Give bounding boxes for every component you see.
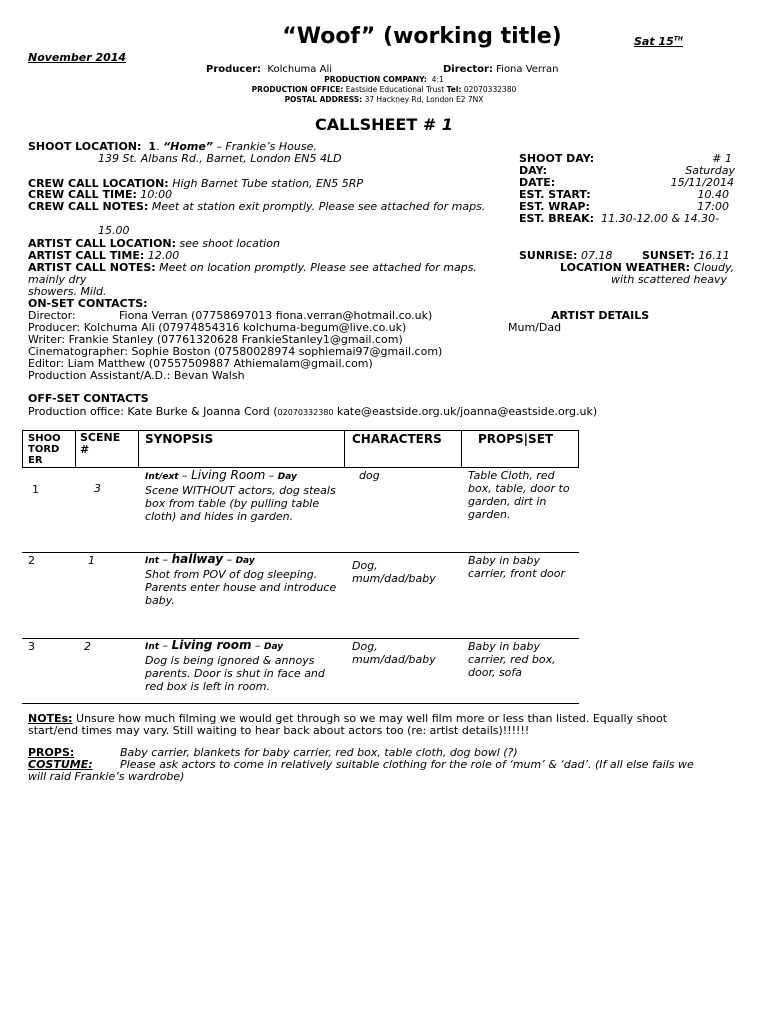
props-label: PROPS: [28,746,75,759]
est-wrap-label: EST. WRAP: [519,200,590,213]
est-wrap-value: 17:00 [697,200,729,213]
office-line: PRODUCTION OFFICE: Eastside Educational Trust Tel: 02070332380 [251,85,517,94]
onset-editor: Editor: Liam Matthew (07557509887 Athiemalam@gmail.com) [28,357,373,370]
table-header-divider [138,430,139,468]
col-header-order: SHOO TORD ER [28,433,61,466]
day-value: Saturday [685,164,735,177]
table-header-bottom-border [22,467,579,468]
onset-director: Fiona Verran (07758697013 fiona.verran@hotmail.co.uk) [119,309,433,322]
table-header-divider [461,430,462,468]
row-1-props: Table Cloth, red box, table, door to garden, dirt in garden. [468,469,570,521]
costume-text: Please ask actors to come in relatively suitable clothing for the role of ‘mum’ & ‘dad’. (If all else fails we [120,758,694,771]
row-2-scene: 1 [88,554,95,567]
row-3-synopsis: Int – Living room – Day Dog is being ignored & annoys parents. Door is shut in face and red box is left in room. [145,638,325,693]
notes-line-1: NOTEs: Unsure how much filming we would get through so we may well film more or less than listed. Equally shoot [28,712,668,725]
weather-showers: showers. Mild. [28,285,107,298]
col-header-props: PROPS|SET [478,432,554,446]
row-1-order: 1 [32,483,39,496]
onset-writer: Writer: Frankie Stanley (07761320628 FrankieStanley1@gmail.com) [28,333,403,346]
document-title: “Woof” (working title) [282,24,562,49]
callsheet-title: CALLSHEET # 1 [315,115,453,134]
row-1-characters: dog [359,469,380,482]
postal-line: POSTAL ADDRESS: 37 Hackney Rd, London E2 7NX [284,95,484,104]
shoot-location: SHOOT LOCATION: 1. “Home” – Frankie’s House. [28,140,317,153]
row-1-synopsis: Int/ext – Living Room – Day Scene WITHOUT actors, dog steals box from table (by pulling table cloth) and hides in garden. [145,468,336,523]
day-label: DAY: [519,164,547,177]
artist-details-value: Mum/Dad [508,321,562,334]
row-2-characters: Dog, mum/dad/baby [352,559,436,585]
onset-pa: Production Assistant/A.D.: Bevan Walsh [28,369,245,382]
director-line: Director: Fiona Verran [443,64,559,75]
row-1-scene: 3 [94,482,101,495]
row-2-order: 2 [28,554,35,567]
weather-mainly-dry: mainly dry [28,273,87,286]
company-line: PRODUCTION COMPANY: 4:1 [324,75,444,84]
onset-cinematographer: Cinematographer: Sophie Boston (07580028974 sophiemai97@gmail.com) [28,345,443,358]
table-header-divider [75,430,76,468]
shoot-location-address: 139 St. Albans Rd., Barnet, London EN5 4LD [98,152,342,165]
est-start-value: 10.40 [697,188,729,201]
table-bottom-border [22,703,579,704]
location-weather: LOCATION WEATHER: Cloudy, [560,261,735,274]
props-text: Baby carrier, blankets for baby carrier, red box, table cloth, dog bowl (?) [120,746,518,759]
col-header-synopsis: SYNOPSIS [145,432,214,446]
crew-call-notes: CREW CALL NOTES: Meet at station exit promptly. Please see attached for maps. [28,200,486,213]
date-value: 15/11/2014 [670,176,734,189]
shoot-day-value: # 1 [712,152,732,165]
table-header-divider [578,430,579,468]
sunrise: SUNRISE: 07.18 [519,249,613,262]
shoot-day-label: SHOOT DAY: [519,152,595,165]
costume-text-continued: will raid Frankie’s wardrobe) [28,770,185,783]
est-start-label: EST. START: [519,188,591,201]
notes-line-2: start/end times may vary. Still waiting to hear back about actors too (re: artist details)!!!!!! [28,724,530,737]
artist-call-time: ARTIST CALL TIME: 12.00 [28,249,180,262]
col-header-characters: CHARACTERS [352,432,442,446]
artist-details-title: ARTIST DETAILS [551,309,650,322]
offset-contacts-title: OFF-SET CONTACTS [28,392,149,405]
sunset: SUNSET: 16.11 [642,249,730,262]
artist-call-location: ARTIST CALL LOCATION: see shoot location [28,237,280,250]
row-3-order: 3 [28,640,35,653]
artist-call-notes: ARTIST CALL NOTES: Meet on location promptly. Please see attached for maps. [28,261,477,274]
weather-line-2: with scattered heavy [610,273,727,286]
producer-line: Producer: Kolchuma Ali [206,64,332,75]
table-header-divider [22,430,23,468]
costume-label: COSTUME: [28,758,93,771]
crew-call-location: CREW CALL LOCATION: High Barnet Tube station, EN5 5RP [28,177,363,190]
row-3-scene: 2 [84,640,91,653]
row-2-synopsis: Int – hallway – Day Shot from POV of dog sleeping. Parents enter house and introduce baby. [145,552,337,607]
row-2-props: Baby in baby carrier, front door [468,554,566,580]
onset-producer: Producer: Kolchuma Ali (07974854316 kolchuma-begum@live.co.uk) [28,321,407,334]
est-break: EST. BREAK: 11.30-12.00 & 14.30- [519,212,720,225]
onset-director-label: Director: [28,309,76,322]
row-3-characters: Dog, mum/dad/baby [352,640,436,666]
offset-office-line: Production office: Kate Burke & Joanna Cord (02070332380 kate@eastside.org.uk/joanna@eastside.org.uk) [28,405,598,418]
crew-call-time: CREW CALL TIME: 10:00 [28,188,173,201]
header-date: Sat 15TH [634,35,683,48]
header-month: November 2014 [28,51,127,64]
onset-contacts-title: ON-SET CONTACTS: [28,297,148,310]
est-break-continued: 15.00 [98,224,130,237]
col-header-scene: SCENE # [80,431,121,456]
table-header-divider [344,430,345,468]
row-3-props: Baby in baby carrier, red box, door, sofa [468,640,556,679]
date-label: DATE: [519,176,556,189]
